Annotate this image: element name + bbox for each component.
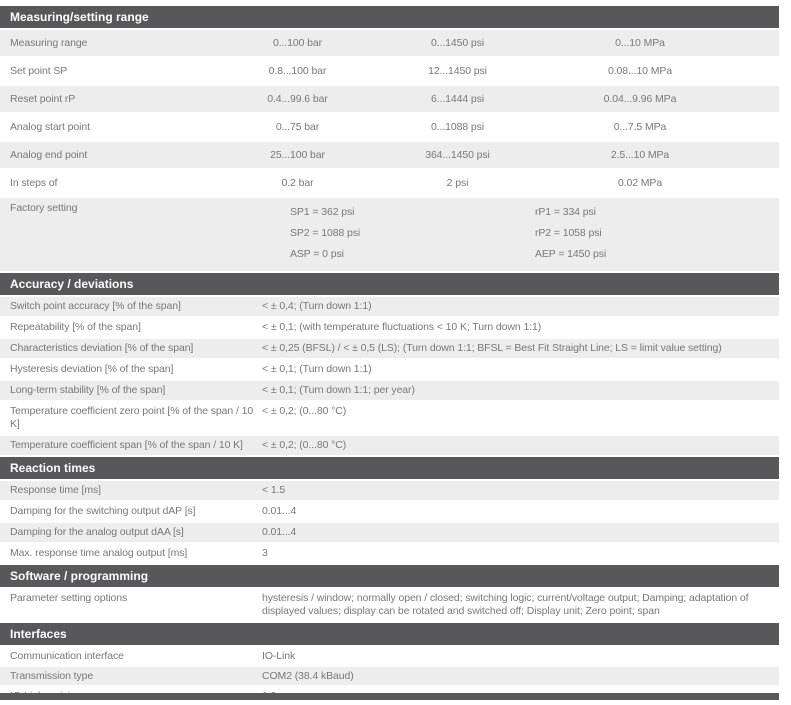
table-row — [0, 381, 779, 400]
row-value: 3 — [262, 547, 268, 559]
section-accuracy-deviations — [0, 273, 779, 455]
row-value: 0...100 bar — [272, 36, 323, 49]
section-software-programming — [0, 565, 779, 621]
row-label: Response time [ms] — [10, 484, 101, 496]
row-label: Damping for the analog output dAA [s] — [10, 526, 184, 538]
table-row — [0, 647, 779, 665]
row-label: In steps of — [10, 176, 58, 189]
row-label: Damping for the switching output dAP [s] — [10, 505, 196, 517]
table-row — [0, 198, 779, 271]
row-value: 2.5...10 MPa — [610, 148, 670, 161]
row-value: < ± 0,25 (BFSL) / < ± 0,5 (LS); (Turn down 1:1; BFSL = Best Fit Straight Line; LS = limit value setting) — [262, 342, 722, 354]
row-value: 0.08...10 MPa — [607, 64, 673, 77]
factory-value: AEP = 1450 psi — [535, 248, 607, 260]
row-value: 0...1088 psi — [430, 120, 485, 133]
table-row — [0, 523, 779, 542]
table-row — [0, 318, 779, 337]
factory-value: rP2 = 1058 psi — [535, 227, 602, 239]
row-label: Reset point rP — [10, 92, 76, 105]
row-value: 0...10 MPa — [615, 36, 665, 49]
row-label: Communication interface — [10, 649, 124, 662]
table-row — [0, 481, 779, 500]
row-label: Hysteresis deviation [% of the span] — [10, 363, 174, 375]
row-value: < ± 0,1; (Turn down 1:1) — [262, 363, 372, 375]
section-measuring-setting-range — [0, 6, 779, 271]
row-value: 0...1450 psi — [430, 36, 485, 49]
row-label: Parameter setting options — [10, 592, 128, 604]
table-row — [0, 502, 779, 521]
row-label: Characteristics deviation [% of the span] — [10, 342, 194, 354]
row-label: Temperature coefficient span [% of the span / 10 K] — [10, 439, 243, 451]
row-value: COM2 (38.4 kBaud) — [262, 669, 354, 682]
row-value: < ± 0,1; (with temperature fluctuations < 10 K; Turn down 1:1) — [262, 321, 542, 333]
section-header: Measuring/setting range — [0, 6, 779, 28]
factory-value: ASP = 0 psi — [290, 248, 344, 260]
row-value: 0.01...4 — [262, 505, 297, 517]
row-value: 0.01...4 — [262, 526, 297, 538]
section-header: Software / programming — [0, 565, 779, 587]
factory-value: rP1 = 334 psi — [535, 206, 596, 218]
row-value: 0...75 bar — [275, 120, 320, 133]
factory-column — [535, 202, 779, 265]
row-value: 0.04...9.96 MPa — [603, 92, 677, 105]
row-value: 0.02 MPa — [617, 176, 663, 189]
row-value: < ± 0,4; (Turn down 1:1) — [262, 300, 372, 312]
row-label: Max. response time analog output [ms] — [10, 547, 188, 559]
row-label: Analog start point — [10, 120, 90, 133]
row-value: 25...100 bar — [270, 148, 325, 161]
row-value: < ± 0,1; (Turn down 1:1; per year) — [262, 384, 415, 396]
table-row — [0, 114, 779, 140]
table-row — [0, 339, 779, 358]
row-value: hysteresis / window; normally open / closed; switching logic; current/voltage output; Damping; adaptation of displayed values; display can be rotated and switched off; Display unit; Zero point; span — [262, 592, 749, 617]
row-value: 0.8...100 bar — [268, 64, 327, 77]
row-label: Set point SP — [10, 64, 68, 77]
spec-table — [0, 6, 779, 705]
row-label: Temperature coefficient zero point [% of the span / 10 K] — [10, 405, 254, 430]
section-header: Reaction times — [0, 457, 779, 479]
row-value: 364...1450 psi — [425, 148, 490, 161]
row-value: < 1.5 — [262, 484, 286, 496]
table-row — [0, 297, 779, 316]
section-reaction-times — [0, 457, 779, 563]
row-label: Measuring range — [10, 36, 88, 49]
table-row — [0, 30, 779, 56]
row-value: 0.2 bar — [281, 176, 314, 189]
row-label: Transmission type — [10, 669, 94, 682]
table-row — [0, 589, 779, 621]
table-row — [0, 142, 779, 168]
row-value: 6...1444 psi — [430, 92, 485, 105]
row-value: IO-Link — [262, 649, 296, 662]
row-label: Factory setting — [10, 202, 78, 214]
table-row — [0, 58, 779, 84]
section-header: Interfaces — [0, 623, 779, 645]
table-row — [0, 436, 779, 455]
next-section-header-partial — [0, 693, 779, 700]
table-row — [0, 360, 779, 379]
row-value: < ± 0,2; (0...80 °C) — [262, 405, 347, 417]
row-value: 0...7.5 MPa — [613, 120, 667, 133]
row-value: 12...1450 psi — [428, 64, 487, 77]
factory-column — [290, 202, 535, 265]
table-row — [0, 170, 779, 196]
factory-value: SP2 = 1088 psi — [290, 227, 361, 239]
table-row — [0, 86, 779, 112]
factory-value: SP1 = 362 psi — [290, 206, 355, 218]
table-row — [0, 544, 779, 563]
row-value: < ± 0,2; (0...80 °C) — [262, 439, 347, 451]
table-row — [0, 667, 779, 685]
row-label: Repeatability [% of the span] — [10, 321, 141, 333]
row-label: Analog end point — [10, 148, 88, 161]
row-label: Switch point accuracy [% of the span] — [10, 300, 181, 312]
table-row — [0, 402, 779, 434]
row-label: Long-term stability [% of the span] — [10, 384, 166, 396]
row-value: 2 psi — [446, 176, 469, 189]
section-header: Accuracy / deviations — [0, 273, 779, 295]
row-value: 0.4...99.6 bar — [267, 92, 328, 105]
